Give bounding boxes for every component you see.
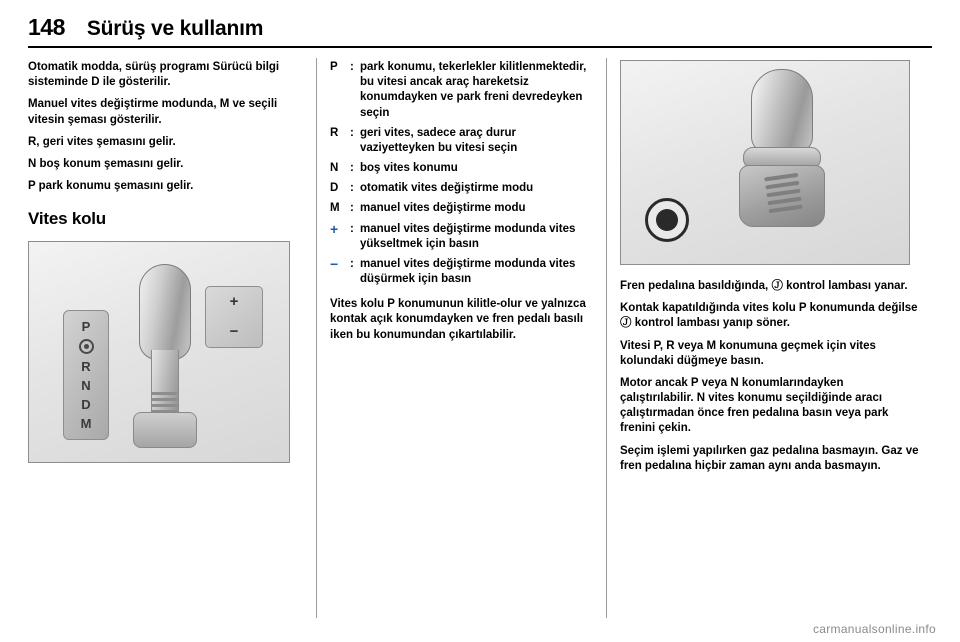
colon: : (350, 126, 354, 139)
colon: : (350, 162, 354, 175)
gear-position-row (330, 60, 588, 121)
column-2 (330, 60, 588, 350)
colon: : (350, 61, 354, 73)
paragraph: Motor ancak P veya N konumlarındayken çalıştırılabilir. N vites konumu seçildiğinde aracı çalıştırmadan önce fren pedalına basın veya park frenini çekin. (620, 376, 889, 435)
colon: : (350, 182, 354, 195)
gear-lever-illustration (28, 241, 290, 463)
gear-position-row (330, 222, 588, 252)
column-divider-1 (316, 58, 317, 618)
knob-grip (751, 69, 813, 153)
paragraph: R, geri vites şemasını gelir. (28, 135, 176, 148)
gear-position-desc: manuel vites değiştirme modu (360, 202, 526, 215)
selector-label-m: M (80, 415, 92, 431)
gear-position-desc: boş vites konumu (360, 162, 458, 175)
gear-position-key: R (330, 126, 339, 139)
paragraph: N boş konum şemasını gelir. (28, 157, 184, 170)
selector-plate (63, 310, 109, 440)
header-divider (28, 46, 932, 48)
paragraph: Vites kolu P konumunun kilitle-olur ve yalnızca kontak açık konumdayken ve fren pedalı basılı iken bu konumundan çıkartılabilir. (330, 298, 586, 341)
paragraph: Vitesi P, R veya M konumuna geçmek için vites kolundaki düğmeye basın. (620, 339, 876, 367)
paragraph: Otomatik modda, sürüş programı Sürücü bilgi sisteminde D ile gösterilir. (28, 61, 280, 89)
colon: : (350, 257, 354, 270)
gear-position-desc: manuel vites değiştirme modunda vites düşürmek için basın (360, 257, 576, 286)
section-heading: Vites kolu (28, 209, 106, 229)
gear-position-key: M (330, 202, 340, 215)
knob-grip (139, 264, 191, 360)
paragraph: Seçim işlemi yapılırken gaz pedalına basmayın. Gaz ve fren pedalına hiçbir zaman aynı anda basmayın. (620, 444, 919, 472)
page-number: 148 (28, 14, 65, 40)
gear-position-desc: geri vites, sadece araç durur vaziyetteyken bu vitesi seçin (360, 126, 518, 154)
plus-paddle-label: + (229, 292, 239, 310)
paragraph: P park konumu şemasını gelir. (28, 180, 194, 193)
knob-base (133, 412, 197, 448)
gear-position-row (330, 126, 588, 156)
brake-icon-inner (656, 209, 678, 231)
brake-pedal-icon (645, 198, 689, 242)
gear-position-key: N (330, 162, 339, 175)
gear-knob-illustration (620, 60, 910, 265)
colon: : (350, 202, 354, 215)
selector-label-d: D (81, 396, 91, 412)
selector-label-r: R (81, 358, 91, 374)
selector-label-p: P (81, 318, 91, 334)
column-divider-2 (606, 58, 607, 618)
paddle-plate (205, 286, 263, 348)
lock-indicator-icon (79, 339, 94, 354)
gear-position-list (330, 60, 588, 287)
paragraph: Kontak kapatıldığında vites kolu P konumunda değilse Ⓙ kontrol lambası yanıp söner. (620, 302, 918, 330)
knob-ridges (764, 173, 804, 221)
gear-position-key: D (330, 182, 339, 195)
gear-position-row (330, 201, 588, 216)
paragraph: Fren pedalına basıldığında, Ⓙ kontrol lambası yanar. (620, 280, 908, 292)
gear-position-row (330, 161, 588, 176)
gear-knob (739, 69, 825, 229)
page-header (28, 14, 932, 41)
selector-label-n: N (81, 377, 91, 393)
gear-position-desc: otomatik vites değiştirme modu (360, 182, 534, 195)
colon: : (350, 222, 354, 235)
column-1 (28, 60, 298, 473)
gear-lever-knob (133, 264, 197, 444)
gear-position-row (330, 181, 588, 196)
gear-position-desc: park konumu, tekerlekler kilitlenmektedir, bu vitesi ancak araç hareketsiz konumdayken ve park freni devredeyken seçin (360, 61, 587, 119)
column-3 (620, 60, 920, 481)
plus-icon: + (330, 220, 339, 237)
paragraph: Manuel vites değiştirme modunda, M ve seçili vitesin şeması gösterilir. (28, 98, 278, 126)
gear-position-row (330, 257, 588, 287)
watermark: carmanualsonline.info (812, 622, 936, 636)
minus-paddle-label: − (229, 322, 239, 340)
gear-position-desc: manuel vites değiştirme modunda vites yükseltmek için basın (360, 222, 576, 250)
page-title: Sürüş ve kullanım (86, 17, 264, 40)
minus-icon: − (330, 255, 339, 272)
gear-position-key: P (330, 61, 338, 73)
